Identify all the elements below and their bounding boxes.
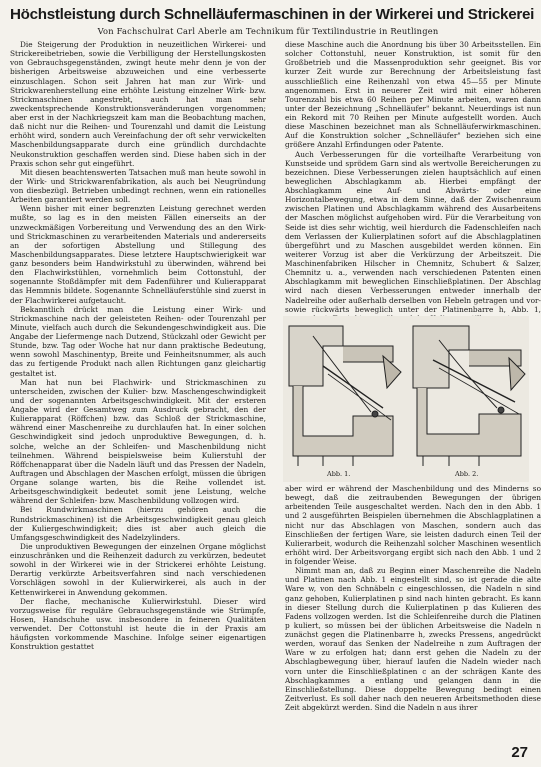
article-byline: Von Fachschulrat Carl Aberle am Technikum für Textilindustrie in Reutlingen	[97, 26, 439, 36]
paragraph: Wenn bisher mit einer begrenzten Leistung gerechnet werden mußte, so lag es in den meisten Fällen einerseits an der unzweckmäßigen Vorbereitung und Verwendung des an den Wirk- und Strickmaschinen zu verarbeitenden Materials und andererseits an der sofortigen Abstellung und Stillegung des Maschenbildungsapparates. Diese letztere Hauptschwierigkeit war ganz besonders beim Handwirkstuhl zu überwinden, während bei den Flachwirkstühlen, vornehmlich beim Cottonstuhl, der sogenannte Stoßdämpfer mit dem Fadenführer und Kulierapparat das Hemmnis bildete. Sogenannte Schnelläuferstühle sind zuerst in der Flachwirkerei aufgetaucht.	[10, 204, 266, 305]
paragraph: Nimmt man an, daß zu Beginn einer Maschenreihe die Nadeln und Platinen nach Abb. 1 eingestellt sind, so ist gerade die alte Ware w, von den Schnäbeln c eingeschlossen, die Nadeln n sind ganz gehoben, Kulierplatinen p sind nach hinten gebracht. Es kann in dieser Stellung durch die Kulierplatinen p das Kulieren des Fadens vollzogen werden. Ist die Schleifenreihe durch die Platinen p kuliert, so müssen bei der üblichen Arbeitsweise die Nadeln n zunächst gegen die Platinenbarre h, zwecks Pressens, angedrückt werden, worauf das Senken der Nadelreihe n zum Auftragen der Ware w zu erfolgen hat; dann erst gehen die Nadeln zu der Abschlagbewegung über, hierauf laufen die Nadeln wieder nach vorn unter die Einschließplatinen c an der schrägen Kante des Abschlagkammes a entlang und gelangen dann in die Einschließstellung. Diese doppelte Bewegung bedingt einen Zeitverlust. Es soll daher nach den neueren Arbeitsmethoden diese Zeit abgekürzt werden. Sind die Nadeln n aus ihrer	[285, 566, 541, 712]
needle-sinker-diagram	[283, 316, 529, 482]
paragraph: Die unproduktiven Bewegungen der einzelnen Organe möglichst einzuschränken und die Reihenzeit dadurch zu verkürzen, bedeutet sowohl in der Wirkerei wie in der Strickerei erhöhte Leistung. Derartig verkürzte Arbeitsverfahren sind nach verschiedenen Vorschlägen sowohl in der Kulierwirkerei, als auch in der Kettenwirkerei in Anwendung gekommen.	[10, 541, 266, 597]
paragraph: Die Steigerung der Produktion in neuzeitlichen Wirkerei- und Strickereibetrieben, sowie die Verbilligung der Herstellungskosten von Gebrauchsgegenständen, zwingt heute mehr denn je von der bisherigen Arbeitsweise abzuweichen und eine verbesserte einzuschlagen. Schon seit Jahren hat man zur Wirk- und Strickwarenherstellung eine erhöhte Leistung einzelner Wirk- bzw. Strickmaschinen angestrebt, auch hat man sehr zweckentsprechende Konstruktionsveränderungen vorgenommen; aber erst in der Nachkriegszeit kam man die Beobachtung machen, daß nicht nur die Reihen- und Tourenzahl und damit die Leistung erhöht wird, sondern auch Vereinfachung der oft sehr verwickelten Maschenbildungsapparate durch eine gründlich durchdachte Neukonstruktion geschaffen werden sind. Diese haben sich in der Praxis schon sehr gut eingeführt.	[10, 40, 266, 168]
right-column-bottom	[285, 484, 541, 758]
right-column-top	[285, 40, 541, 314]
page-number: 27	[511, 744, 528, 761]
figure-1-caption: Abb. 1.	[327, 470, 351, 478]
paragraph: Mit diesen beachtenswerten Tatsachen muß man heute sowohl in der Wirk- und Strickwarenfabrikation, als auch bei Neugründung von diesbezügl. Betrieben unbedingt rechnen, wenn ein rationelles Arbeiten garantiert werden soll.	[10, 167, 266, 205]
figure-2-caption: Abb. 2.	[455, 470, 479, 478]
paragraph: Man hat nun bei Flachwirk- und Strickmaschinen zu unterscheiden, zwischen der Kulier- bzw. Maschengeschwindigkeit und der sogenannten Arbeitsgeschwindigkeit. Mit der ersteren Angabe wird der Gesamtweg zum Ausdruck gebracht, den der Kulierapparat (Röffchen) bzw. das Schloß der Strickmaschine, während einer Maschenreihe zu durchlaufen hat. In einer solchen Geschwindigkeit sind jedoch unproduktive Bewegungen, d. h. solche, welche an der Schleifen- und Maschenbildung nicht teilnehmen. Während beispielsweise beim Kulierstuhl der Röffchenapparat über die Nadeln läuft und das Pressen der Nadeln, Auftragen und Abschlagen der Maschen erfolgt, müssen die übrigen Organe solange warten, bis die Reihe vollendet ist. Arbeitsgeschwindigkeit bedeutet somit jene Leistung, welche während der Schleifen- bzw. Maschenbildung vollzogen wird.	[10, 377, 266, 506]
paragraph: Bei Rundwirkmaschinen (hierzu gehören auch die Rundstrickmaschinen) ist die Arbeitsgeschwindigkeit genau gleich der Kuliergeschwindigkeit; dies ist aber auch gleich die Umfangsgeschwindigkeit des Nadelzylinders.	[10, 505, 266, 542]
paragraph: Bekanntlich drückt man die Leistung einer Wirk- und Strickmaschine nach der geleisteten Reihen- oder Tourenzahl per Minute, vielfach auch durch die Sekundengeschwindigkeit aus. Die Angabe der Liefermenge nach Dutzend, Stückzahl oder Gewicht per Stunde, bzw. Tag oder Woche hat nur dann praktische Bedeutung, wenn sowohl Maschinentyp, Breite und Feinheitsnummer, als auch das zu fertigende Produkt nach allen Richtungen ganz gleichartig gestaltet ist.	[10, 304, 266, 378]
paragraph: aber wird er während der Maschenbildung und des Minderns so bewegt, daß die zeitraubenden Bewegungen der übrigen arbeitenden Teile ausgeschaltet werden. Nach den in den Abb. 1 und 2 ausgeführten Beispielen übernehmen die Abschlagplatinen a nicht nur das Abschlagen von Maschen, sondern auch das Einschließen der fertigen Ware, sie leisten dadurch einen Teil der Kulierarbeit, wodurch die Reihenzahl solcher Maschinen wesentlich erhöht wird. Der Arbeitsvorgang ergibt sich nach den Abb. 1 und 2 in folgender Weise.	[285, 484, 541, 566]
article-title: Höchstleistung durch Schnelläufermaschinen in der Wirkerei und Strickerei	[10, 6, 535, 23]
paragraph: Auch Verbesserungen für die vorteilhafte Verarbeitung von Kunstseide und sprödem Garn sind als wertvolle Bereicherungen zu bezeichnen. Diese Verbesserungen zielen hauptsächlich auf einen beweglichen Abschlagkamm ab. Hierbei empfängt der Abschlagkamm eine Auf- und Abwärts- oder eine Horizontalbewegung, etwa in dem Sinne, daß der Zwischenraum zwischen Platinen und Abschlagkamm während des Ausarbeitens der Maschen möglichst aufgehoben wird. Für die Verarbeitung von Seide ist dies sehr wichtig, weil hierdurch die Fadenschleifen nach dem Verlassen der Kulierplatinen sofort auf die Abschlagplatinen übergeführt und zu Maschen ausgebildet werden können. Ein weiterer Vorzug ist aber die Verkürzung der Arbeitszeit. Die Maschinenfabriken Hilscher in Chemnitz, Schubert & Salzer, Chemnitz u. a., verwenden nach verschiedenen Patenten einen Abschlagkamm mit beweglichen Einschließplatinen. Der Abschlag wird nach diesen Verbesserungen entweder innerhalb der Nadelreihe oder außerhalb derselben von Hebeln getragen und vor- sowie rückwärts beweglich unter der Platinenbarre h, Abb. 1,	[285, 149, 541, 314]
paragraph: diese Maschine auch die Anordnung bis über 30 Arbeitsstellen. Ein solcher Cottonstuhl, neuer Konstruktion, ist somit für den Großbetrieb und die Massenproduktion sehr geeignet. Bis vor kurzer Zeit wurde zur Berechnung der Arbeitsleistung fast ausschließlich eine Reihenzahl von etwa 45—55 per Minute angenommen. Erst in neuerer Zeit wird mit einer höheren Tourenzahl bis etwa 60 Reihen per Minute arbeiten, waren dann unter der Bezeichnung „Schnelläufer" bekannt. Neuerdings ist nun ein Rekord mit 70 Reihen per Minute aufgestellt worden. Auch diese Maschinen bezeichnet man als Schnelläuferwirkmaschinen. Auf die Konstruktion solcher „Schnelläufer" beziehen sich eine größere Anzahl Erfindungen oder Patente.	[285, 40, 541, 150]
machine-figure	[283, 316, 529, 482]
left-column	[10, 40, 266, 758]
paragraph: Der flache, mechanische Kulierwirkstuhl. Dieser wird vorzugsweise für reguläre Gebrauchsgegenstände wie Strümpfe, Hosen, Handschuhe usw. insbesondere in feineren Qualitäten verwendet. Der Cottonstuhl ist heute die in der Praxis am häufigsten vorkommende Maschine. Infolge seiner eigenartigen Konstruktion gestattet	[10, 596, 266, 652]
